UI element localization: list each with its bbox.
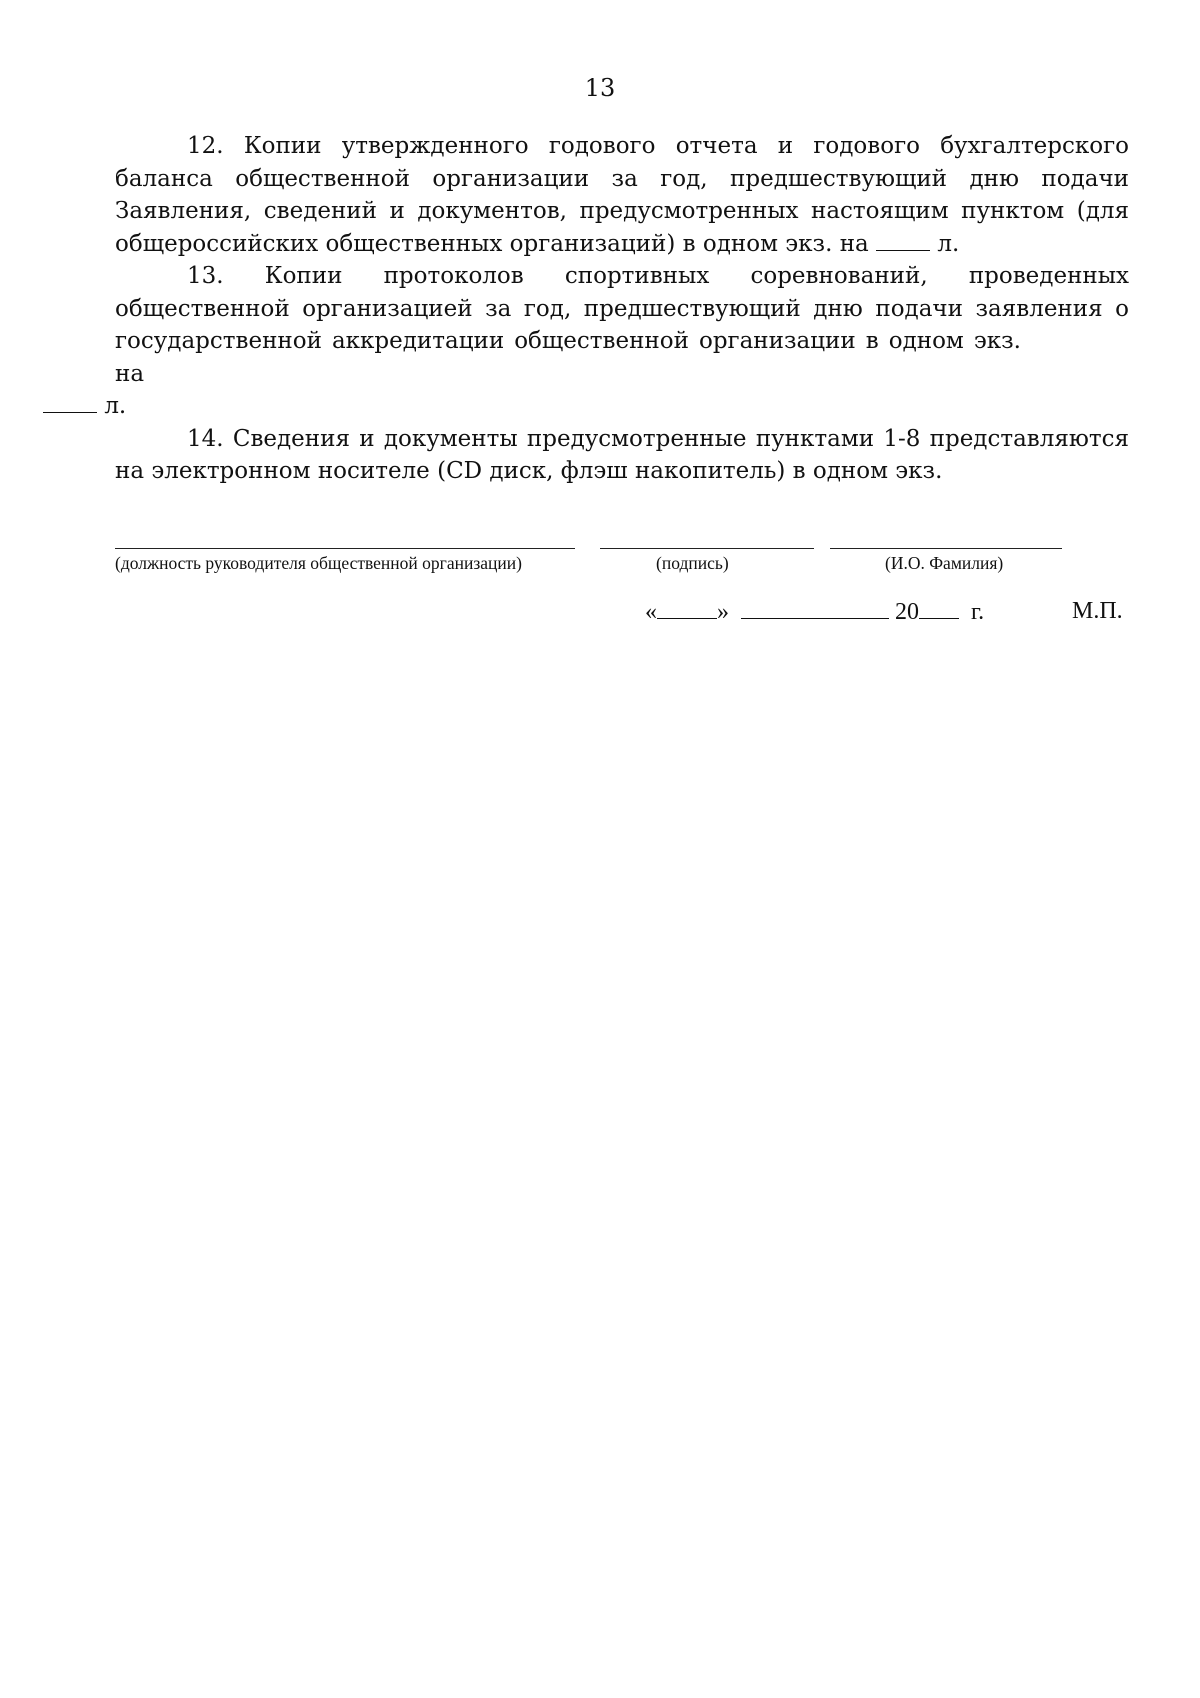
sheet-count-blank (43, 390, 97, 413)
year-suffix: г. (971, 599, 985, 625)
open-quote: « (645, 599, 657, 625)
year-blank (919, 598, 959, 619)
month-blank (741, 598, 889, 619)
name-caption: (И.О. Фамилия) (885, 553, 1004, 573)
list-item-13 (104, 260, 1129, 423)
position-line (115, 548, 575, 549)
position-caption: (должность руководителя общественной организации) (115, 553, 522, 573)
page-number: 13 (584, 74, 616, 102)
signature-lines (0, 548, 1200, 550)
sheet-count-blank (876, 228, 930, 251)
item-13-tail: на (115, 360, 145, 387)
close-quote: » (717, 599, 729, 625)
date-field (645, 598, 984, 626)
year-prefix: 20 (895, 599, 919, 625)
list-item-14 (115, 423, 1129, 488)
item-12-suffix: л. (937, 230, 960, 257)
signature-line (600, 548, 814, 549)
stamp-label: М.П. (1072, 598, 1123, 624)
name-line (830, 548, 1062, 549)
item-14-text: 14. Сведения и документы предусмотренные пунктами 1-8 представляются на электронном носителе (CD диск, флэш накопитель) в одном экз. (115, 425, 1129, 484)
day-blank (657, 598, 717, 619)
item-13-text: 13. Копии протоколов спортивных соревнований, проведенных общественной организацией за год, предшествующий дню подачи заявления о государственной аккредитации общественной организации в одном экз. (115, 263, 1129, 354)
item-13-suffix: л. (104, 393, 127, 419)
document-body (104, 130, 1129, 488)
signature-caption: (подпись) (656, 553, 729, 573)
item-12-text: 12. Копии утвержденного годового отчета и годового бухгалтерского баланса общественной организации за год, предшествующий дню подачи Заявления, сведений и документов, предусмотренных настоящим пунктом (для общероссийских общественных организаций) в одном экз. на (115, 133, 1129, 257)
list-item-12 (115, 130, 1129, 260)
